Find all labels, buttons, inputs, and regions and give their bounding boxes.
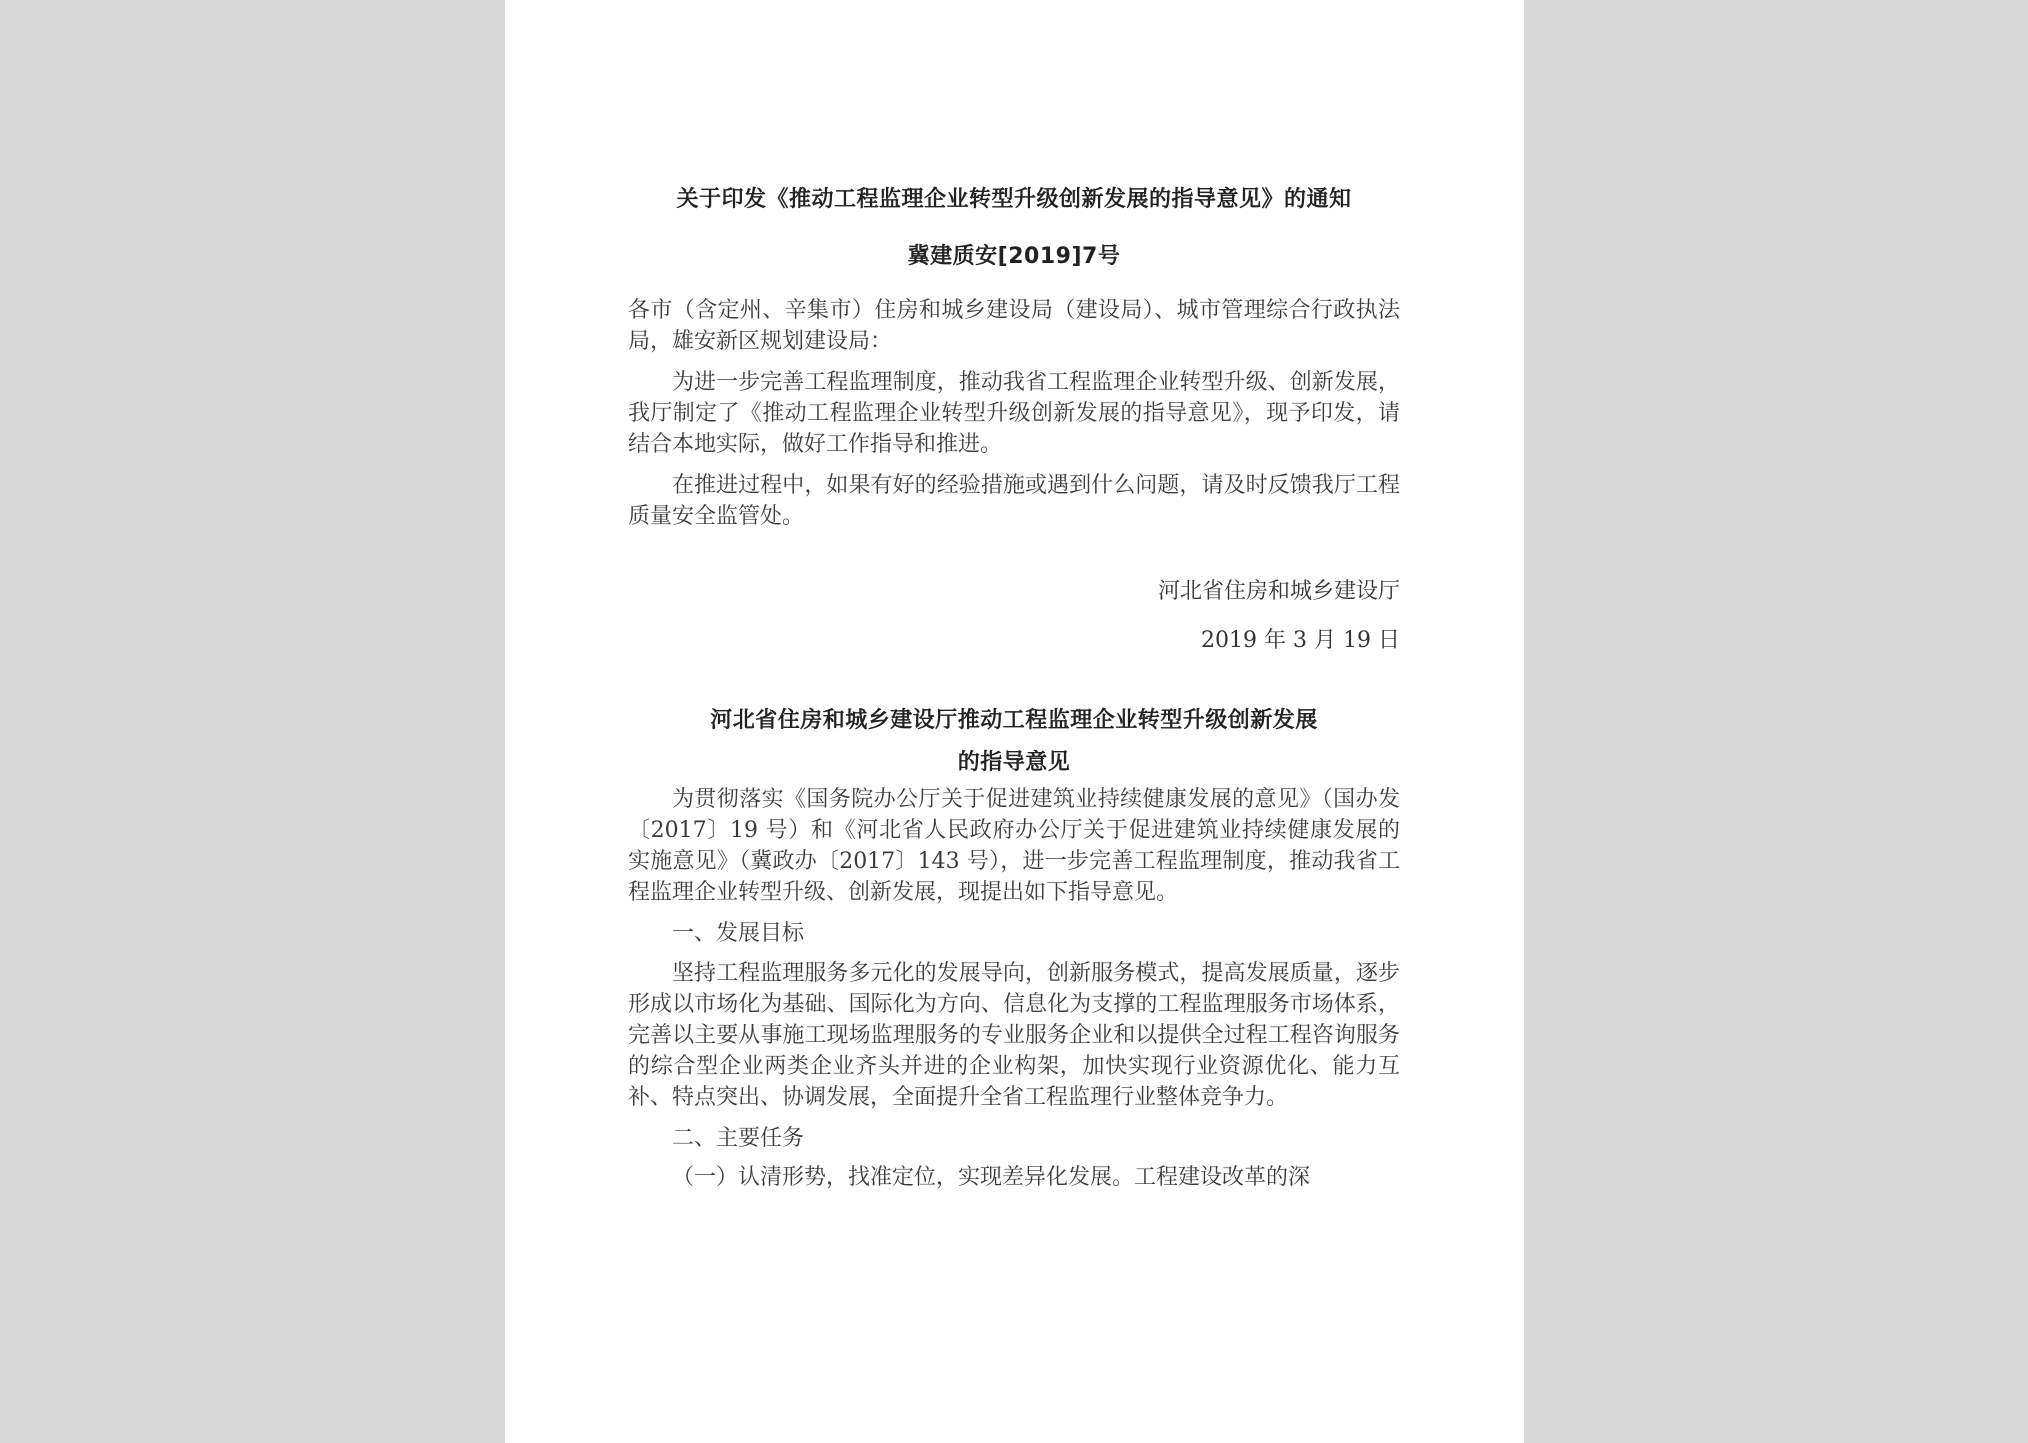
opinion-intro: 为贯彻落实《国务院办公厅关于促进建筑业持续健康发展的意见》（国办发〔2017〕19 号）和《河北省人民政府办公厅关于促进建筑业持续健康发展的实施意见》（冀政办〔2017〕143 号），进一步完善工程监理制度，推动我省工程监理企业转型升级、创新发展，现提出如下指导意见。 bbox=[628, 787, 1400, 905]
notice-paragraph: 在推进过程中，如果有好的经验措施或遇到什么问题，请及时反馈我厅工程质量安全监管处。 bbox=[628, 473, 1400, 529]
notice-title: 关于印发《推动工程监理企业转型升级创新发展的指导意见》的通知 bbox=[676, 187, 1352, 212]
opinion-title-continued: 的指导意见 bbox=[957, 750, 1071, 775]
section-item: （一）认清形势，找准定位，实现差异化发展。工程建设改革的深 bbox=[672, 1165, 1311, 1190]
section-heading: 一、发展目标 bbox=[672, 921, 805, 946]
opinion-title: 河北省住房和城乡建设厅推动工程监理企业转型升级创新发展 bbox=[710, 708, 1318, 733]
issuer-signature: 河北省住房和城乡建设厅 bbox=[1157, 579, 1400, 604]
notice-paragraph: 为进一步完善工程监理制度，推动我省工程监理企业转型升级、创新发展，我厅制定了《推动工程监理企业转型升级创新发展的指导意见》，现予印发，请结合本地实际，做好工作指导和推进。 bbox=[628, 370, 1400, 457]
document-page bbox=[505, 0, 1524, 1443]
addressee: 各市（含定州、辛集市）住房和城乡建设局（建设局）、城市管理综合行政执法局，雄安新区规划建设局： bbox=[628, 298, 1400, 354]
document-number: 冀建质安[2019]7号 bbox=[907, 244, 1121, 269]
issue-date: 2019 年 3 月 19 日 bbox=[1201, 628, 1400, 653]
section-heading: 二、主要任务 bbox=[672, 1126, 805, 1151]
document-content bbox=[628, 185, 1400, 1193]
section-body: 坚持工程监理服务多元化的发展导向，创新服务模式，提高发展质量，逐步形成以市场化为基础、国际化为方向、信息化为支撑的工程监理服务市场体系，完善以主要从事施工现场监理服务的专业服务企业和以提供全过程工程咨询服务的综合型企业两类企业齐头并进的企业构架，加快实现行业资源优化、能力互补、特点突出、协调发展，全面提升全省工程监理行业整体竞争力。 bbox=[628, 961, 1400, 1110]
